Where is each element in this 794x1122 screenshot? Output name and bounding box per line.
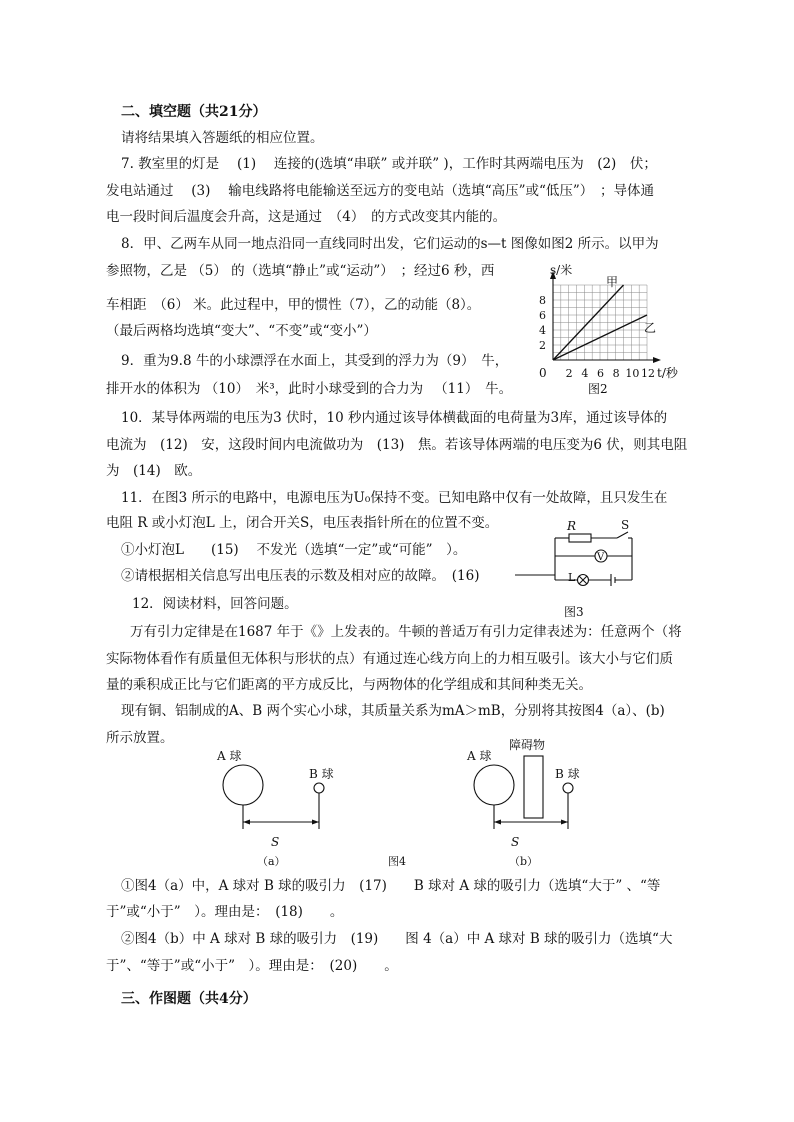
y-axis-label: s/米 <box>550 263 573 277</box>
x-tick-label: 8 <box>612 367 620 380</box>
q12-sub2-line1: ②图4（b）中 A 球对 B 球的吸引力 (19) 图 4（a）中 A 球对 B 球的吸引力（选填“大 <box>121 931 673 947</box>
x-axis-arrow <box>653 357 661 363</box>
q12-sub1-line2: 于”或“小于” ）。理由是： (18) 。 <box>106 904 344 920</box>
q10-line1: 10．某导体两端的电压为3 伏时，10 秒内通过该导体横截面的电荷量为3库，通过该导体的 <box>121 410 668 426</box>
label-a-sub: （a） <box>257 855 286 868</box>
q11-line2: 电阻 R 或小灯泡L 上，闭合开关S，电压表指针所在的位置不变。 <box>106 515 499 531</box>
q11-line1: 11．在图3 所示的电路中，电源电压为U₀保持不变。已知电路中仅有一处故障，且只发生在 <box>121 490 668 506</box>
x-tick-label: 6 <box>597 367 604 380</box>
q12-sub1-line1: ①图4（a）中，A 球对 B 球的吸引力 (17) B 球对 A 球的吸引力（选填“大于” 、“等 <box>121 878 661 894</box>
x-axis-label: t/秒 <box>657 366 678 380</box>
label-b-sub: （b） <box>509 855 539 868</box>
section-heading-3: 三、作图题（共4分） <box>121 991 257 1007</box>
figure-3-caption: 图3 <box>564 605 584 619</box>
q8-line4: （最后两格均选填“变大”、“不变”或“变小”） <box>106 323 377 339</box>
ball-a-a <box>223 765 263 805</box>
label-b-distance: S <box>511 835 520 849</box>
resistor-r <box>569 534 591 542</box>
ball-b-b <box>563 783 573 793</box>
label-a-distance: S <box>271 835 280 849</box>
y-tick-label: 8 <box>539 294 546 307</box>
ball-b-a <box>314 783 324 793</box>
q12-sub2-line2: 于”、“等于”或“小于” ）。理由是： (20) 。 <box>106 958 398 974</box>
label-s: S <box>621 518 630 532</box>
q10-line2: 电流为 (12) 安，这段时间内电流做功为 (13) 焦。若该导体两端的电压变为6 伏，则其电阻 <box>106 437 688 453</box>
q12-line1: 12．阅读材料，回答问题。 <box>132 596 298 612</box>
section-heading: 二、填空题（共21分） <box>121 104 267 120</box>
x-tick-label: 10 <box>625 367 640 380</box>
y-tick-label: 2 <box>539 339 546 352</box>
q7-line3: 电一段时间后温度会升高，这是通过 （4） 的方式改变其内能的。 <box>106 209 507 225</box>
figure-3-circuit <box>515 518 635 622</box>
obstacle <box>524 756 543 818</box>
x-tick-label: 4 <box>581 367 589 380</box>
figure-2-caption: 图2 <box>588 382 608 396</box>
q7-line2: 发电站通过 (3) 输电线路将电能输送至远方的变电站（选填“高压”或“低压”） ；导体通 <box>106 183 655 199</box>
q12-p2-line2: 所示放置。 <box>106 730 174 746</box>
q12-p1-line2: 实际物体看作有质量但无体积与形状的点）有通过连心线方向上的力相互吸引。该大小与它们质 <box>106 651 673 667</box>
switch-s <box>617 532 628 538</box>
figure-2-chart <box>530 260 680 400</box>
origin-label: 0 <box>539 366 547 380</box>
y-tick-label: 6 <box>539 309 546 322</box>
label-b-ball-b: B 球 <box>555 767 580 781</box>
q9-line1: 9．重为9.8 牛的小球漂浮在水面上，其受到的浮力为（9） 牛， <box>121 353 509 369</box>
label-r: R <box>567 519 577 533</box>
label-a-ball-b: B 球 <box>309 767 334 781</box>
q9-line2: 排开水的体积为 （10） 米³，此时小球受到的合力为 （11） 牛。 <box>106 381 513 397</box>
q12-p1-line3: 量的乘积成正比与它们距离的平方成反比，与两物体的化学组成和其间种类无关。 <box>106 677 592 693</box>
series-label-yi: 乙 <box>644 321 657 335</box>
figure-4-caption: 图4 <box>388 855 406 868</box>
label-v: V <box>597 552 605 563</box>
q12-p1-line1: 万有引力定律是在1687 年于《》上发表的。牛顿的普适万有引力定律表述为：任意两个（将 <box>130 624 682 640</box>
series-label-jia: 甲 <box>606 275 619 289</box>
q11-line4: ②请根据相关信息写出电压表的示数及相对应的故障。 (16) <box>121 568 480 584</box>
x-tick-label: 2 <box>565 367 573 380</box>
q11-line3: ①小灯泡L (15) 不发光（选填“一定”或“可能” ）。 <box>121 542 467 558</box>
label-b-ball-a: A 球 <box>467 749 492 763</box>
label-a-ball-a: A 球 <box>217 749 242 763</box>
q8-line3: 车相距 （6） 米。此过程中，甲的惯性（7），乙的动能（8）。 <box>106 297 481 313</box>
x-tick-label: 12 <box>641 367 655 380</box>
label-b-obstacle: 障碍物 <box>509 738 546 752</box>
q8-line2: 参照物，乙是 （5） 的（选填“静止”或“运动”） ；经过6 秒，西 <box>106 263 495 279</box>
y-tick-label: 4 <box>539 324 546 337</box>
q10-line3: 为 (14) 欧。 <box>106 463 202 479</box>
label-l: L <box>568 571 576 584</box>
instruction: 请将结果填入答题纸的相应位置。 <box>121 130 324 146</box>
ball-a-b <box>474 765 514 805</box>
q12-p2-line1: 现有铜、铝制成的A、B 两个实心小球，其质量关系为mA＞mB，分别将其按图4（a）、(b) <box>121 703 665 719</box>
q8-line1: 8．甲、乙两车从同一地点沿同一直线同时出发，它们运动的s—t 图像如图2 所示。以甲为 <box>121 236 659 252</box>
figure-4 <box>205 738 585 870</box>
q7-line1: 7. 教室里的灯是 (1) 连接的(选填“串联” 或并联” )，工作时其两端电压为 (2) 伏； <box>121 156 657 172</box>
